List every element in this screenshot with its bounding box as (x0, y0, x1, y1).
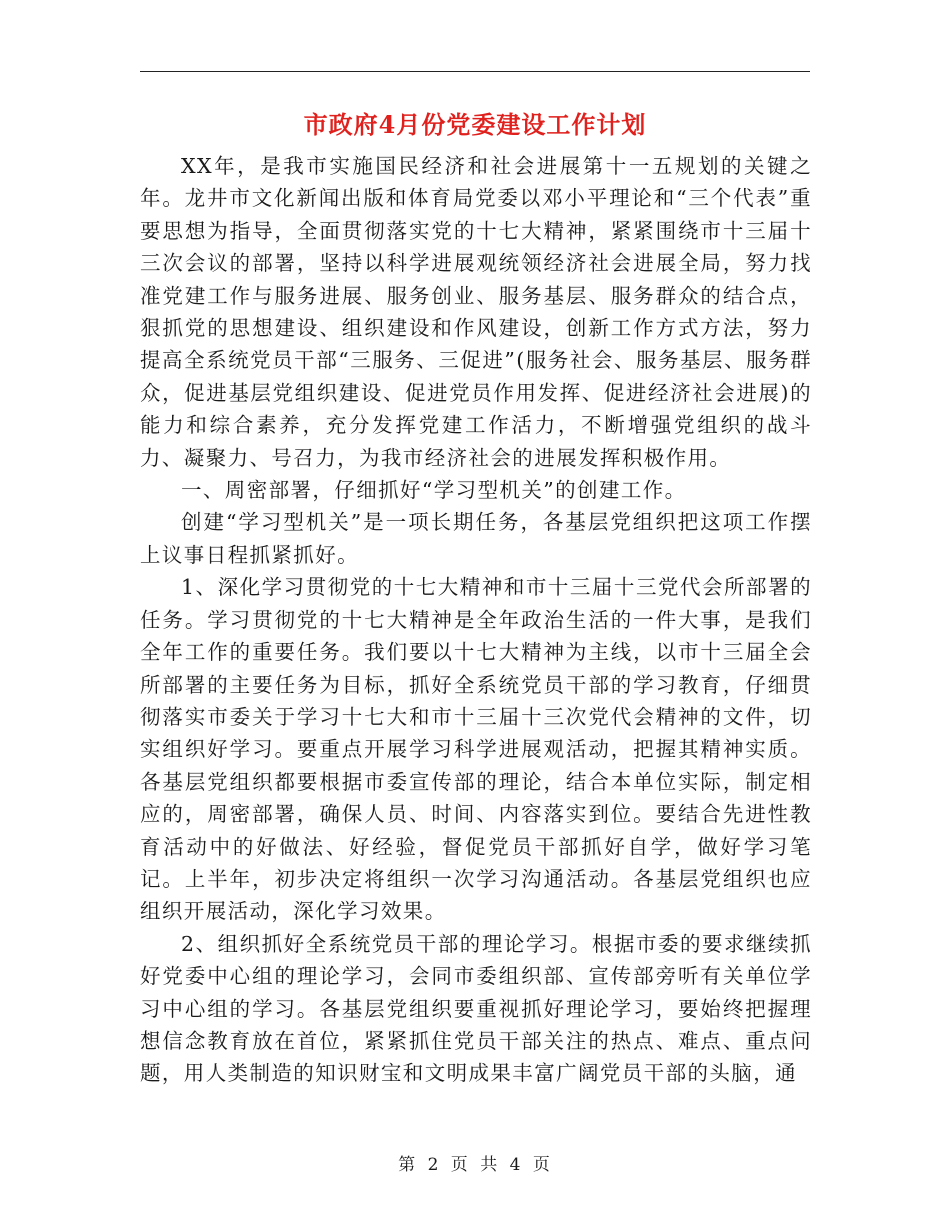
page-footer: 第 2 页 共 4 页 (398, 1155, 552, 1175)
paragraph-item-1: 1、深化学习贯彻党的十七大精神和市十三届十三党代会所部署的任务。学习贯彻党的十七大精神是全年政治生活的一件大事，是我们全年工作的重要任务。我们要以十七大精神为主线，以市十三届全会所部署的主要任务为目标，抓好全系统党员干部的学习教育，仔细贯彻落实市委关于学习十七大和市十三届十三次党代会精神的文件，切实组织好学习。要重点开展学习科学进展观活动，把握其精神实质。各基层党组织都要根据市委宣传部的理论，结合本单位实际，制定相应的，周密部署，确保人员、时间、内容落实到位。要结合先进性教育活动中的好做法、好经验，督促党员干部抓好自学，做好学习笔记。上半年，初步决定将组织一次学习沟通活动。各基层党组织也应组织开展活动，深化学习效果。 (140, 575, 812, 924)
paragraph-section-intro: 创建“学习型机关”是一项长期任务，各基层党组织把这项工作摆上议事日程抓紧抓好。 (140, 510, 812, 567)
paragraph-item-2: 2、组织抓好全系统党员干部的理论学习。根据市委的要求继续抓好党委中心组的理论学习，会同市委组织部、宣传部旁听有关单位学习中心组的学习。各基层党组织要重视抓好理论学习，要始终把握理想信念教育放在首位，紧紧抓住党员干部关注的热点、难点、重点问题，用人类制造的知识财宝和文明成果丰富广阔党员干部的头脑，通 (140, 931, 812, 1086)
document-title: 市政府4月份党委建设工作计划 (303, 110, 647, 139)
header-rule (140, 71, 810, 72)
paragraph-intro: XX年，是我市实施国民经济和社会进展第十一五规划的关键之年。龙井市文化新闻出版和体育局党委以邓小平理论和“三个代表”重要思想为指导，全面贯彻落实党的十七大精神，紧紧围绕市十三届十三次会议的部署，坚持以科学进展观统领经济社会进展全局，努力找准党建工作与服务进展、服务创业、服务基层、服务群众的结合点，狠抓党的思想建设、组织建设和作风建设，创新工作方式方法，努力提高全系统党员干部“三服务、三促进”(服务社会、服务基层、服务群众，促进基层党组织建设、促进党员作用发挥、促进经济社会进展)的能力和综合素养，充分发挥党建工作活力，不断增强党组织的战斗力、凝聚力、号召力，为我市经济社会的进展发挥积极作用。 (140, 154, 812, 470)
document-body (140, 150, 812, 1090)
paragraph-section-heading: 一、周密部署，仔细抓好“学习型机关”的创建工作。 (181, 478, 687, 503)
